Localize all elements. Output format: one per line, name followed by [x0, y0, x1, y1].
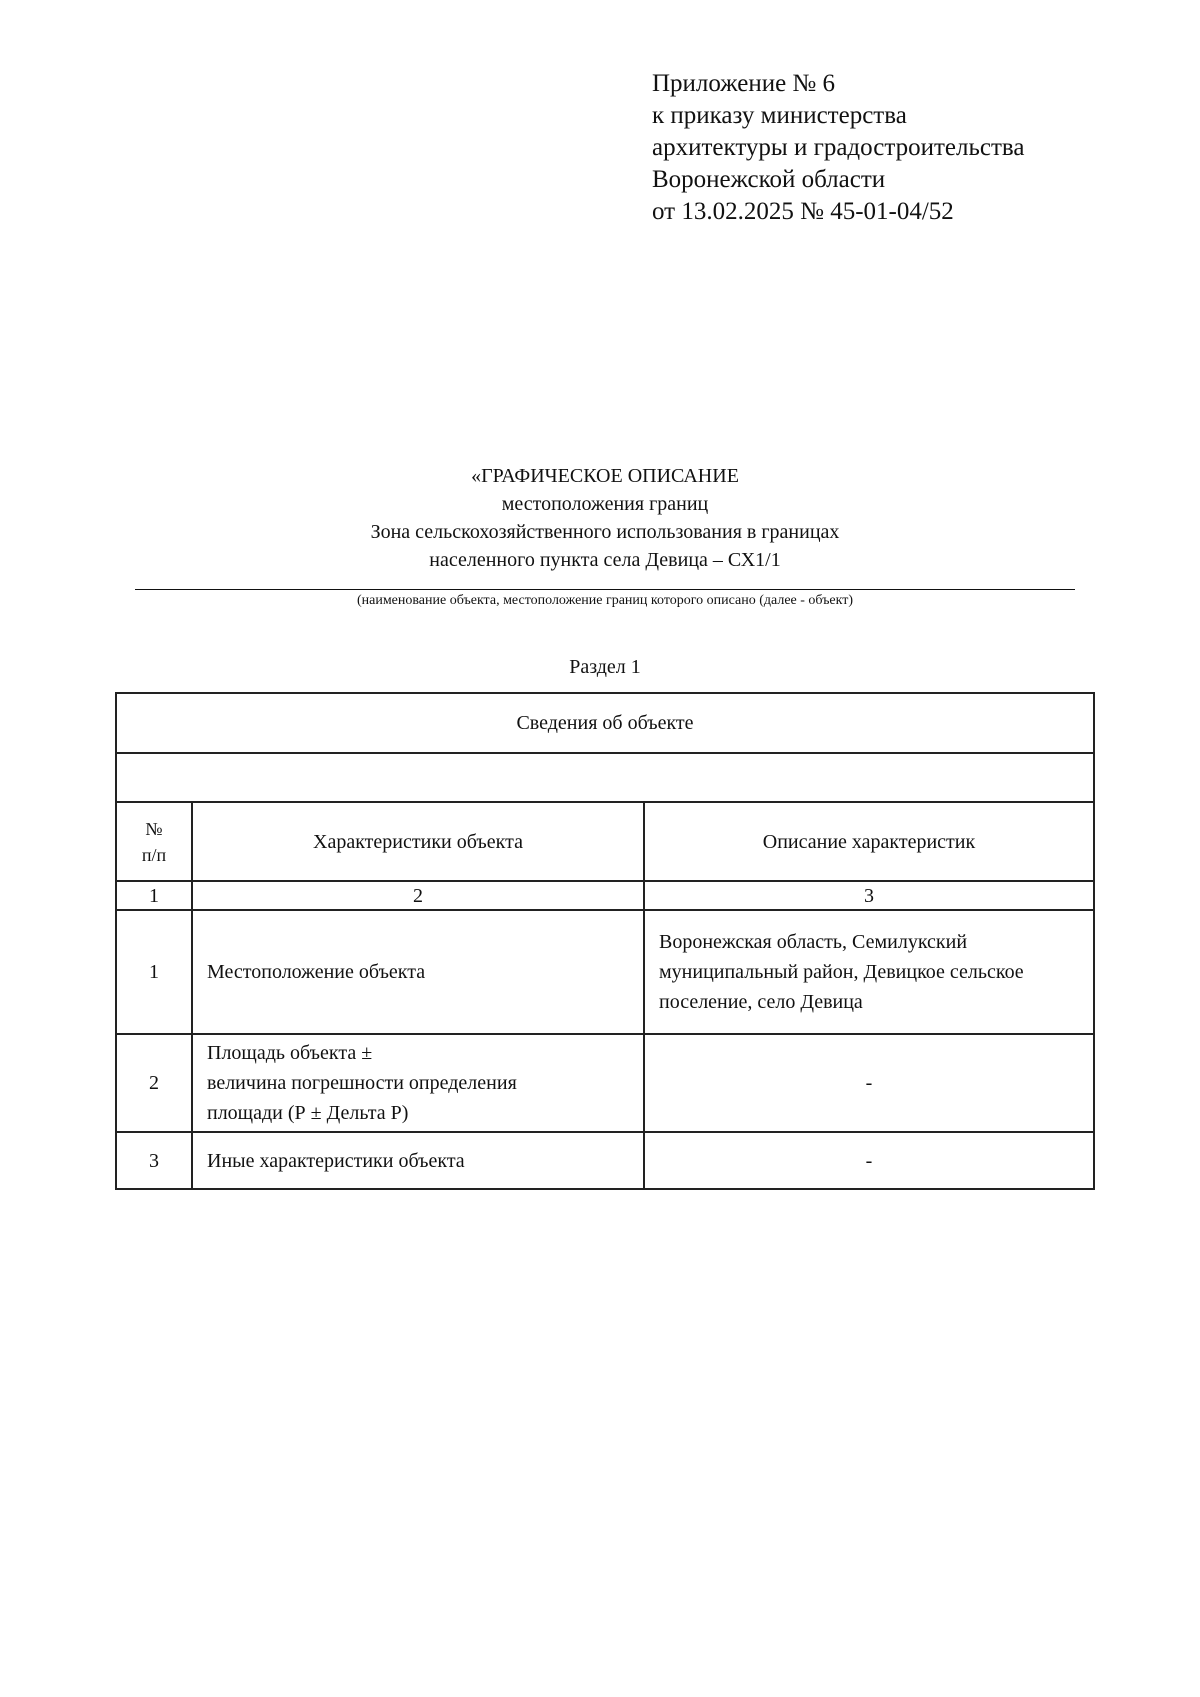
table-row [116, 1132, 1094, 1189]
document-heading: «ГРАФИЧЕСКОЕ ОПИСАНИЕ [471, 465, 739, 487]
table-title: Сведения об объекте [116, 693, 1094, 753]
row-number: 3 [116, 1132, 192, 1189]
table-empty-cell [116, 753, 1094, 802]
row-characteristic: Иные характеристики объекта [192, 1132, 644, 1189]
appendix-line: Приложение № 6 [652, 70, 836, 97]
row-number: 2 [116, 1034, 192, 1132]
object-name-line-1: Зона сельскохозяйственного использования в границах [370, 521, 840, 543]
appendix-line: архитектуры и градостроительства [652, 134, 1025, 161]
appendix-line: от 13.02.2025 № 45-01-04/52 [652, 198, 954, 225]
row-description: Воронежская область, Семилукский муниципальный район, Девицкое сельское поселение, село Девица [644, 910, 1094, 1034]
document-title-block [135, 462, 1075, 574]
index-cell: 3 [644, 881, 1094, 910]
table-header-row [116, 802, 1094, 881]
section-label: Раздел 1 [569, 656, 641, 678]
row-number: 1 [116, 910, 192, 1034]
appendix-line: к приказу министерства [652, 102, 907, 129]
table-empty-row [116, 753, 1094, 802]
object-name-caption: (наименование объекта, местоположение границ которого описано (далее - объект) [356, 593, 854, 608]
table-index-row [116, 881, 1094, 910]
header-number-abbrev: п/п [141, 844, 167, 865]
document-subheading: местоположения границ [501, 493, 709, 515]
object-info-table [115, 692, 1095, 1190]
row-characteristic-line: площади (Р ± Дельта Р) [207, 1102, 409, 1124]
header-characteristics: Характеристики объекта [192, 802, 644, 881]
index-cell: 2 [192, 881, 644, 910]
row-description: - [644, 1132, 1094, 1189]
appendix-line: Воронежской области [652, 166, 886, 193]
row-characteristic-line: Площадь объекта ± [207, 1042, 373, 1064]
table-row [116, 910, 1094, 1034]
appendix-block [652, 68, 1172, 228]
object-name-underline [135, 589, 1075, 590]
table-title-row [116, 693, 1094, 753]
object-name-line-2: населенного пункта села Девица – СХ1/1 [429, 549, 781, 571]
header-number [116, 802, 192, 881]
row-description: - [644, 1034, 1094, 1132]
row-characteristic-line: величина погрешности определения [207, 1072, 517, 1094]
row-characteristic [192, 1034, 644, 1132]
table-row [116, 1034, 1094, 1132]
header-number-symbol: № [145, 818, 163, 839]
row-characteristic: Местоположение объекта [192, 910, 644, 1034]
index-cell: 1 [116, 881, 192, 910]
header-description: Описание характеристик [644, 802, 1094, 881]
